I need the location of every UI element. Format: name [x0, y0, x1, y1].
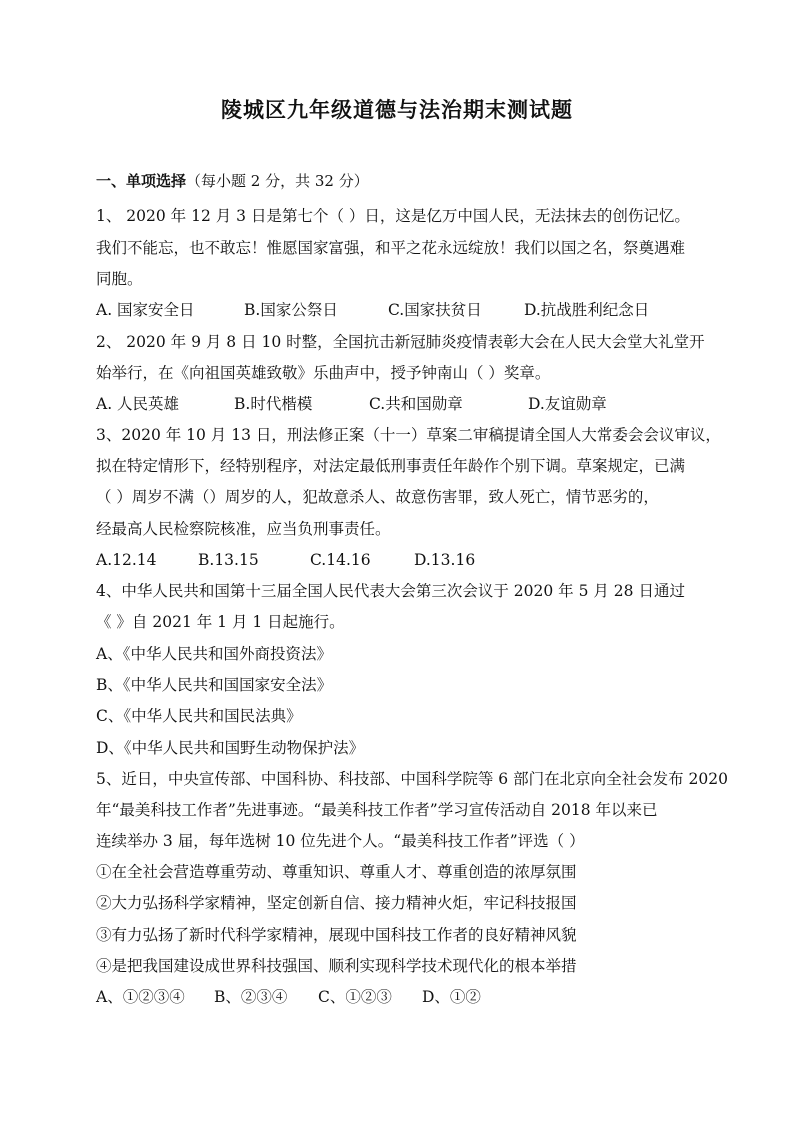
- section-note: （每小题 2 分，共 32 分）: [186, 172, 369, 190]
- q1-line-1: 1、 2020 年 12 月 3 日是第七个（ ）日，这是亿万中国人民，无法抹去的创伤记忆。: [96, 207, 690, 225]
- q1-option-d: D.抗战胜利纪念日: [524, 301, 650, 319]
- section-heading-label: 一、单项选择: [96, 172, 187, 190]
- section-heading: [96, 170, 706, 192]
- q1-line-3: 同胞。: [96, 270, 143, 288]
- q1-options: [96, 299, 706, 321]
- q2-option-c: C.共和国勋章: [369, 395, 463, 413]
- q5-options: [96, 986, 706, 1008]
- q1-line-2: 我们不能忘，也不敢忘！惟愿国家富强，和平之花永远绽放！我们以国之名，祭奠遇难: [96, 239, 686, 257]
- q3-line-2: 拟在特定情形下，经特别程序，对法定最低刑事责任年龄作个别下调。草案规定，已满: [96, 457, 686, 475]
- q4-line-2: 《 》自 2021 年 1 月 1 日起施行。: [96, 613, 345, 631]
- q5-option-b: B、②③④: [214, 988, 288, 1006]
- q5-option-a: A、①②③④: [96, 988, 185, 1006]
- q3-option-d: D.13.16: [414, 551, 476, 569]
- q1-option-b: B.国家公祭日: [244, 301, 338, 319]
- q5-line-2: 年“最美科技工作者”先进事迹。“最美科技工作者”学习宣传活动自 2018 年以来已: [96, 801, 658, 819]
- q2-line-1: 2、 2020 年 9 月 8 日 10 时整，全国抗击新冠肺炎疫情表彰大会在人民大会堂大礼堂开: [96, 333, 705, 351]
- q3-line-4: 经最高人民检察院核准，应当负刑事责任。: [96, 520, 391, 538]
- q3-option-b: B.13.15: [198, 551, 259, 569]
- q4-option-d: D、《中华人民共和国野生动物保护法》: [96, 739, 365, 757]
- q4-option-c: C、《中华人民共和国民法典》: [96, 707, 302, 725]
- q3-option-a: A.12.14: [96, 551, 157, 569]
- q5-line-3: 连续举办 3 届，每年选树 10 位先进个人。“最美科技工作者”评选（ ）: [96, 832, 585, 850]
- q3-option-c: C.14.16: [310, 551, 371, 569]
- q2-options: [96, 393, 706, 415]
- q1-option-a: A. 国家安全日: [96, 301, 195, 319]
- q5-option-d: D、①②: [422, 988, 481, 1006]
- page-title: 陵城区九年级道德与法治期末测试题: [221, 97, 573, 122]
- q4-option-a: A、《中华人民共和国外商投资法》: [96, 645, 332, 663]
- q5-line-1: 5、近日，中央宣传部、中国科协、科技部、中国科学院等 6 部门在北京向全社会发布 2020: [96, 770, 728, 788]
- q3-line-1: 3、2020 年 10 月 13 日，刑法修正案（十一）草案二审稿提请全国人大常委会会议审议，: [96, 426, 721, 444]
- q4-line-1: 4、中华人民共和国第十三届全国人民代表大会第三次会议于 2020 年 5 月 28 日通过: [96, 582, 685, 600]
- q5-statement-4: ④是把我国建设成世界科技强国、顺利实现科学技术现代化的根本举措: [96, 957, 577, 975]
- q1-option-c: C.国家扶贫日: [388, 301, 482, 319]
- q2-line-2: 始举行，在《向祖国英雄致敬》乐曲声中，授予钟南山（ ）奖章。: [96, 364, 551, 382]
- q2-option-d: D.友谊勋章: [528, 395, 607, 413]
- q2-option-b: B.时代楷模: [234, 395, 313, 413]
- q5-statement-1: ①在全社会营造尊重劳动、尊重知识、尊重人才、尊重创造的浓厚氛围: [96, 863, 577, 881]
- q3-line-3: （ ）周岁不满（）周岁的人，犯故意杀人、故意伤害罪，致人死亡，情节恶劣的，: [96, 488, 659, 506]
- q4-option-b: B、《中华人民共和国国家安全法》: [96, 676, 333, 694]
- q2-option-a: A. 人民英雄: [96, 395, 180, 413]
- q5-option-c: C、①②③: [318, 988, 392, 1006]
- q3-options: [96, 549, 706, 571]
- q5-statement-3: ③有力弘扬了新时代科学家精神，展现中国科技工作者的良好精神风貌: [96, 926, 577, 944]
- q5-statement-2: ②大力弘扬科学家精神，坚定创新自信、接力精神火炬，牢记科技报国: [96, 894, 577, 912]
